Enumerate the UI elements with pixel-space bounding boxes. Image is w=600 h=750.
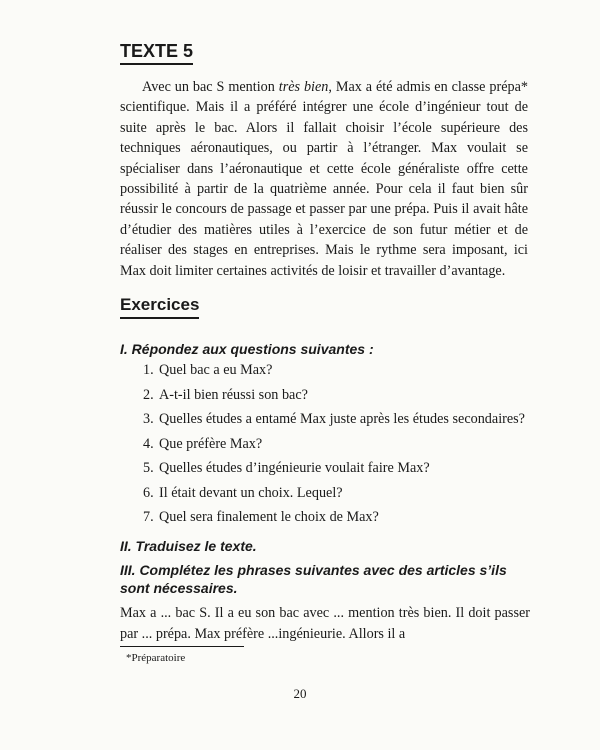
section3-fill-text: Max a ... bac S. Il a eu son bac avec ... mention très bien. Il doit passer par ... prépa. Max préfère ...ingénieurie. Allors il a — [120, 605, 530, 642]
question-number: 2. — [143, 386, 154, 403]
texte-body — [120, 77, 528, 281]
question-number: 5. — [143, 460, 154, 476]
question-item — [143, 434, 533, 455]
texte-body-start: Avec un bac S mention — [142, 79, 279, 95]
exercices-title: Exercices — [120, 294, 199, 319]
texte-body-rest: , Max a été admis en classe prépa* scientifique. Mais il a préféré intégrer une école d’ingénieur tout de suite après le bac. Alors il fallait choisir l’école supérieure des techniques aéronautiques, ou partir à l’étranger. Max voulait se spécialiser dans l’aéronautique et cette école généraliste offre cette possibilité à partir de la quatrième année. Pour cela il faut bien sûr réussir le concours de passage et passer par une prépa. Puis il avait hâte d’étudier des matières utiles à l’exercice de son futur métier et de réaliser des stages en entreprises. Mais le rythme sera imposant, ici Max doit limiter certaines activités de loisir et travailler d’avantage. — [120, 79, 528, 279]
question-item — [143, 409, 533, 430]
question-text: Que préfère Max? — [159, 435, 263, 452]
question-item — [143, 507, 533, 528]
question-number: 1. — [143, 362, 154, 378]
question-text: Quel bac a eu Max? — [159, 362, 273, 378]
question-text: A-t-il bien réussi son bac? — [159, 386, 308, 403]
question-text: Quel sera finalement le choix de Max? — [159, 509, 379, 525]
section2-heading: II. Traduisez le texte. — [120, 538, 257, 554]
texte-title: TEXTE 5 — [120, 40, 193, 65]
question-item — [143, 458, 533, 479]
page-number: 20 — [293, 686, 307, 701]
question-item — [143, 385, 533, 406]
texte-body-emphasis: très bien — [278, 79, 329, 95]
section3-heading: III. Complétez les phrases suivantes avec des articles s’ils sont nécessaires. — [120, 562, 507, 596]
question-item — [143, 360, 533, 381]
question-text: Quelles études d’ingénieurie voulait faire Max? — [159, 460, 430, 476]
footnote-divider — [120, 646, 244, 647]
question-item — [143, 483, 533, 504]
question-number: 4. — [143, 435, 154, 452]
question-list — [143, 360, 533, 532]
question-number: 3. — [143, 411, 154, 427]
question-number: 7. — [143, 509, 154, 525]
footnote: *Préparatoire — [126, 652, 186, 664]
question-number: 6. — [143, 484, 154, 501]
question-text: Quelles études a entamé Max juste après les études secondaires? — [159, 411, 525, 427]
question-text: Il était devant un choix. Lequel? — [159, 484, 343, 501]
section1-heading: I. Répondez aux questions suivantes : — [120, 341, 374, 357]
